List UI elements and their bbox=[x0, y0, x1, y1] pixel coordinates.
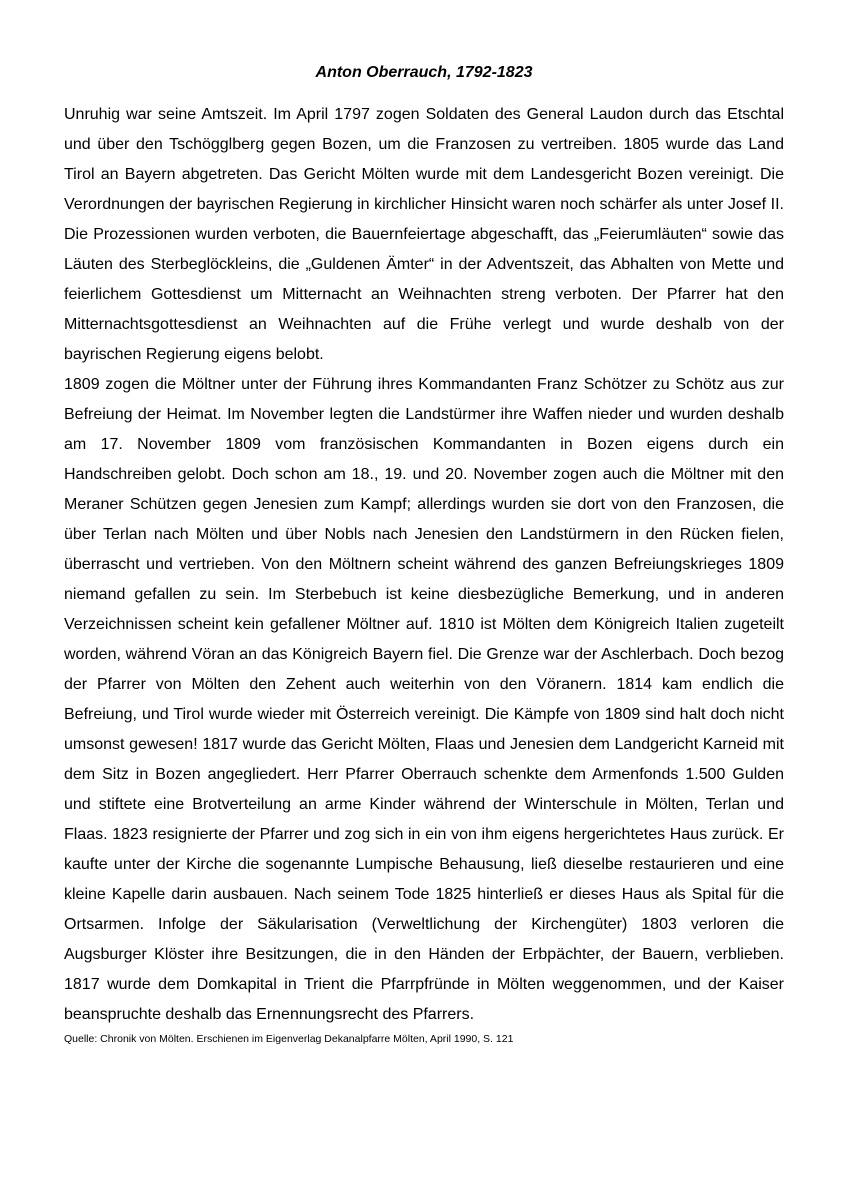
source-citation: Quelle: Chronik von Mölten. Erschienen im Eigenverlag Dekanalpfarre Mölten, April 1990, S. 121 bbox=[64, 1033, 514, 1045]
paragraph-2: 1809 zogen die Möltner unter der Führung ihres Kommandanten Franz Schötzer zu Schötz aus zur Befreiung der Heimat. Im November legten die Landstürmer ihre Waffen nieder und wurden deshalb am 17. November 1809 vom französischen Kommandanten in Bozen eigens durch ein Handschreiben gelobt. Doch schon am 18., 19. und 20. November zogen auch die Möltner mit den Meraner Schützen gegen Jenesien zum Kampf; allerdings wurden sie dort von den Franzosen, die über Terlan nach Mölten und über Nobls nach Jenesien den Landstürmern in den Rücken fielen, überrascht und vertrieben. Von den Möltnern scheint während des ganzen Befreiungskrieges 1809 niemand gefallen zu sein. Im Sterbebuch ist keine diesbezügliche Bemerkung, und in anderen Verzeichnissen scheint kein gefallener Möltner auf. 1810 ist Mölten dem Königreich Italien zugeteilt worden, während Vöran an das Königreich Bayern fiel. Die Grenze war der Aschlerbach. Doch bezog der Pfarrer von Mölten den Zehent auch weiterhin von den Vöranern. 1814 kam endlich die Befreiung, und Tirol wurde wieder mit Österreich vereinigt. Die Kämpfe von 1809 sind halt doch nicht umsonst gewesen! 1817 wurde das Gericht Mölten, Flaas und Jenesien dem Landgericht Karneid mit dem Sitz in Bozen angegliedert. Herr Pfarrer Oberrauch schenkte dem Armenfonds 1.500 Gulden und stiftete eine Brotverteilung an arme Kinder während der Winterschule in Mölten, Terlan und Flaas. 1823 resignierte der Pfarrer und zog sich in ein von ihm eigens hergerichtetes Haus zurück. Er kaufte unter der Kirche die sogenannte Lumpische Behausung, ließ dieselbe restaurieren und eine kleine Kapelle darin ausbauen. Nach seinem Tode 1825 hinterließ er dieses Haus als Spital für die Ortsarmen. Infolge der Säkularisation (Verweltlichung der Kirchengüter) 1803 verloren die Augsburger Klöster ihre Besitzungen, die in den Händen der Erbpächter, der Bauern, verblieben. 1817 wurde dem Domkapital in Trient die Pfarrpfründe in Mölten weggenommen, und der Kaiser beanspruchte deshalb das Ernennungsrecht des Pfarrers. bbox=[64, 376, 784, 1023]
document-page bbox=[64, 60, 784, 1046]
paragraph-1: Unruhig war seine Amtszeit. Im April 1797 zogen Soldaten des General Laudon durch das Etschtal und über den Tschögglberg gegen Bozen, um die Franzosen zu vertreiben. 1805 wurde das Land Tirol an Bayern abgetreten. Das Gericht Mölten wurde mit dem Landesgericht Bozen vereinigt. Die Verordnungen der bayrischen Regierung in kirchlicher Hinsicht waren noch schärfer als unter Josef II. Die Prozessionen wurden verboten, die Bauernfeiertage abgeschafft, das „Feierumläuten“ sowie das Läuten des Sterbeglöckleins, die „Guldenen Ämter“ in der Adventszeit, das Abhalten von Mette und feierlichem Gottesdienst um Mitternacht an Weihnachten streng verboten. Der Pfarrer hat den Mitternachtsgottesdienst an Weihnachten auf die Frühe verlegt und wurde deshalb von der bayrischen Regierung eigens belobt. bbox=[64, 106, 784, 363]
document-title: Anton Oberrauch, 1792-1823 bbox=[315, 64, 533, 81]
